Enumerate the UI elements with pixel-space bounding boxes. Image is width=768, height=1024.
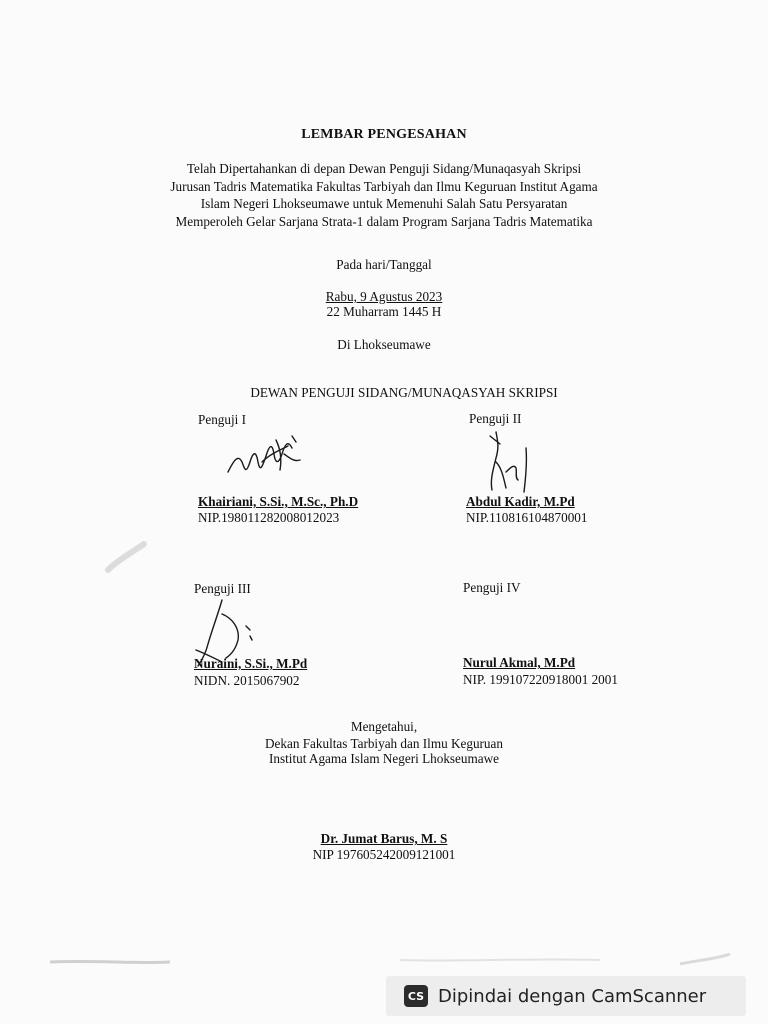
examiner-4-id: NIP. 199107220918001 2001 xyxy=(463,672,618,687)
examiner-2-name: Abdul Kadir, M.Pd xyxy=(466,494,575,509)
intro-line: Memperoleh Gelar Sarjana Strata-1 dalam Program Sarjana Tadris Matematika xyxy=(175,213,593,229)
place-text: Di Lhokseumawe xyxy=(337,337,431,352)
date-text xyxy=(0,289,768,305)
examiner-2-signature xyxy=(482,428,542,496)
intro-paragraph xyxy=(0,160,768,230)
examiner-3-id: NIDN. 2015067902 xyxy=(194,673,300,688)
scan-edge-smudge xyxy=(40,950,740,970)
camscanner-text: Dipindai dengan CamScanner xyxy=(438,985,707,1007)
intro-line: Jurusan Tadris Matematika Fakultas Tarbiyah dan Ilmu Keguruan Institut Agama xyxy=(170,178,598,194)
intro-line: Islam Negeri Lhokseumawe untuk Memenuhi Salah Satu Persyaratan xyxy=(200,196,568,211)
approval-position: Dekan Fakultas Tarbiyah dan Ilmu Keguruan xyxy=(265,736,503,751)
dean-name: Dr. Jumat Barus, M. S xyxy=(320,831,448,846)
dean-name-line xyxy=(0,831,768,847)
approval-label: Mengetahui, xyxy=(350,719,418,734)
document-title: LEMBAR PENGESAHAN xyxy=(301,127,467,142)
dean-id: NIP 197605242009121001 xyxy=(312,847,456,862)
day-label: Pada hari/Tanggal xyxy=(336,257,432,272)
scan-smudge xyxy=(104,540,148,576)
examiner-4-role: Penguji IV xyxy=(463,580,521,595)
camscanner-badge xyxy=(386,976,746,1016)
board-heading: DEWAN PENGUJI SIDANG/MUNAQASYAH SKRIPSI xyxy=(250,385,558,400)
examiner-2-id: NIP.110816104870001 xyxy=(466,510,588,525)
examiner-1-signature xyxy=(222,432,306,484)
intro-line: Telah Dipertahankan di depan Dewan Penguji Sidang/Munaqasyah Skripsi xyxy=(186,161,582,176)
examiner-1-id: NIP.198011282008012023 xyxy=(198,510,340,525)
examiner-2-role: Penguji II xyxy=(469,411,522,426)
camscanner-logo-icon: CS xyxy=(404,985,428,1007)
examiner-3-role: Penguji III xyxy=(194,581,251,596)
examiner-1-name: Khairiani, S.Si., M.Sc., Ph.D xyxy=(198,494,359,509)
examiner-4-name: Nurul Akmal, M.Pd xyxy=(463,655,576,670)
gregorian-date: Rabu, 9 Agustus 2023 xyxy=(325,289,443,304)
examiner-3-name: Nuraini, S.Si., M.Pd xyxy=(194,656,308,671)
approval-institution: Institut Agama Islam Negeri Lhokseumawe xyxy=(269,751,499,766)
examiner-1-role: Penguji I xyxy=(198,412,246,427)
hijri-date: 22 Muharram 1445 H xyxy=(326,304,442,319)
